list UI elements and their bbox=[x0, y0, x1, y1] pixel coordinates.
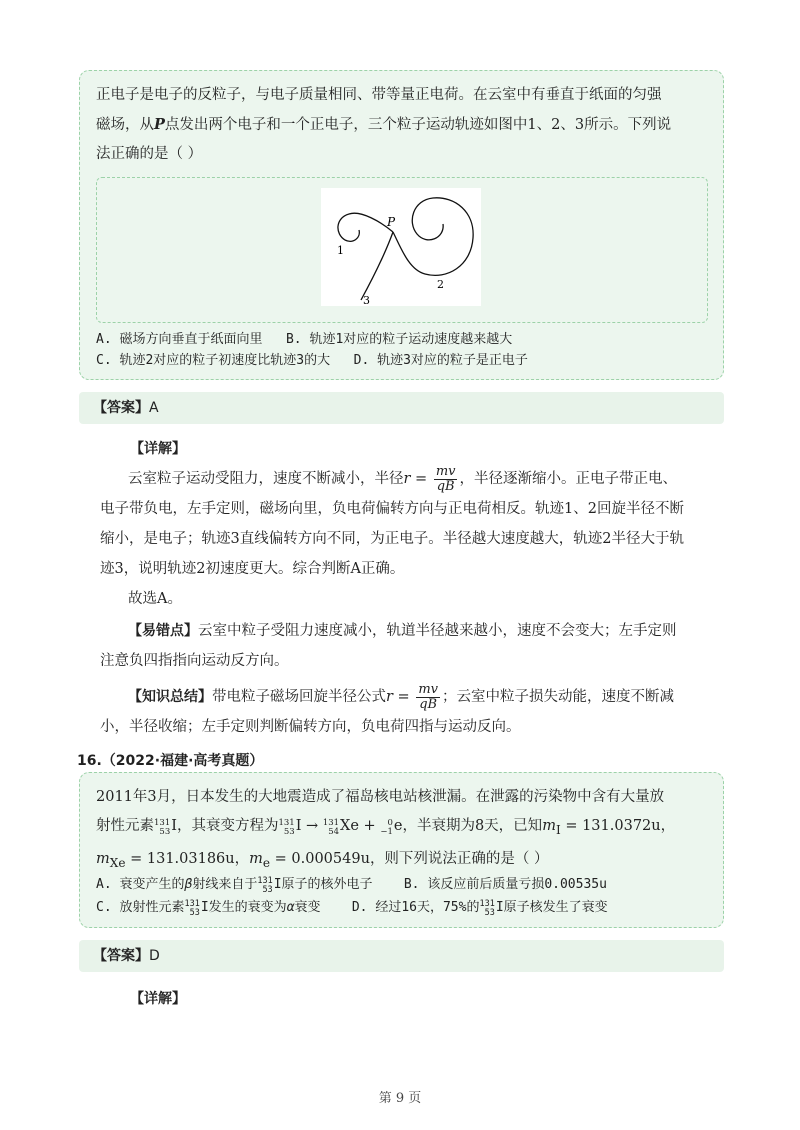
q15-detail-line-1: 云室粒子运动受阻力，速度不断减小，半径r = $\frac{mv}{qB}$ ，半径逐渐缩小。正电子带正电、 bbox=[128, 463, 677, 494]
q15-detail-heading: 【详解】 bbox=[130, 441, 186, 457]
q16-answer-tag: 【答案】 bbox=[93, 948, 149, 964]
q16-option-a: A. 衰变产生的β射线来自于 131 53 I原子的核外电子 bbox=[96, 876, 373, 895]
question-15-box bbox=[79, 70, 724, 380]
q15-option-d: D. 轨迹3对应的粒子是正电子 bbox=[353, 353, 528, 368]
page-number: 第 9 页 bbox=[378, 1091, 422, 1106]
q15-detail-conclusion: 故选A。 bbox=[128, 591, 182, 607]
q15-option-a: A. 磁场方向垂直于纸面向里 bbox=[96, 332, 263, 347]
q16-option-d: D. 经过16天，75%的 131 53 I原子核发生了衰变 bbox=[351, 899, 608, 918]
q15-options-row-1 bbox=[96, 329, 713, 350]
label-track-3: 3 bbox=[363, 294, 370, 306]
q16-line-3: $m_{Xe} = 131.03186u$，$m_e = 0.000549u$，则下列说法正确的是（ ） bbox=[96, 850, 549, 870]
q16-options bbox=[96, 873, 713, 919]
q16-option-b: B. 该反应前后质量亏损0.00535u bbox=[403, 877, 607, 892]
q15-detail bbox=[100, 434, 724, 742]
q16-answer-value: D bbox=[149, 948, 160, 964]
q15-option-b: B. 轨迹1对应的粒子运动速度越来越大 bbox=[285, 332, 513, 347]
track-3 bbox=[361, 232, 393, 300]
q15-answer-tag: 【答案】 bbox=[93, 400, 149, 416]
q15-error-point-line-1: 【易错点】云室中粒子受阻力速度减小，轨道半径越来越小，速度不会变大；左手定则 bbox=[128, 623, 677, 639]
track-1 bbox=[338, 213, 393, 241]
particle-track-figure bbox=[321, 188, 481, 306]
q15-options bbox=[96, 329, 713, 371]
track-2 bbox=[393, 198, 473, 276]
q15-detail-line-2: 电子带负电，左手定则，磁场向里，负电荷偏转方向与正电荷相反。轨迹1、2回旋半径不断 bbox=[100, 501, 684, 517]
q16-options-row-2 bbox=[96, 896, 713, 919]
q16-line-1: 2011年3月，日本发生的大地震造成了福岛核电站核泄漏。在泄露的污染物中含有大量放 bbox=[96, 789, 665, 805]
q15-options-row-2 bbox=[96, 350, 713, 371]
q15-line-1: 正电子是电子的反粒子，与电子质量相同、带等量正电荷。在云室中有垂直于纸面的匀强 bbox=[96, 87, 662, 103]
radius-formula-2: $\frac{mv}{qB}$ bbox=[418, 681, 438, 712]
q15-error-point-line-2: 注意负四指指向运动反方向。 bbox=[100, 653, 289, 669]
radius-formula: $\frac{mv}{qB}$ bbox=[435, 463, 456, 494]
q16-detail-heading: 【详解】 bbox=[130, 991, 186, 1007]
label-track-2: 2 bbox=[437, 278, 444, 291]
q15-line-2: 磁场，从P点发出两个电子和一个正电子，三个粒子运动轨迹如图中1、2、3所示。下列说 bbox=[96, 116, 672, 133]
q15-detail-line-3: 缩小，是电子；轨迹3直线偏转方向不同，为正电子。半径越大速度越大，轨迹2半径大于轨 bbox=[100, 531, 684, 547]
q15-summary-line-1: 【知识总结】带电粒子磁场回旋半径公式r = $\frac{mv}{qB}$ ；云室中粒子损失动能，速度不断减 bbox=[128, 681, 674, 712]
q16-answer-bar bbox=[79, 940, 724, 972]
label-p: P bbox=[387, 215, 396, 229]
q16-number: 16.（2022·福建·高考真题） bbox=[77, 753, 264, 769]
q16-detail bbox=[120, 984, 724, 1014]
q15-line-3: 法正确的是（ ） bbox=[96, 146, 203, 162]
q15-answer-bar bbox=[79, 392, 724, 424]
q16-option-c: C. 放射性元素 131 53 I发生的衰变为α衰变 bbox=[96, 899, 321, 918]
question-16-box bbox=[79, 772, 724, 928]
question-15-stem bbox=[96, 81, 709, 169]
label-track-1: 1 bbox=[337, 244, 344, 257]
q15-option-c: C. 轨迹2对应的粒子初速度比轨迹3的大 bbox=[96, 353, 331, 368]
q16-options-row-1 bbox=[96, 873, 713, 896]
q15-detail-line-4: 迹3，说明轨迹2初速度更大。综合判断A正确。 bbox=[100, 561, 405, 577]
q15-answer-value: A bbox=[149, 400, 159, 416]
figure-frame bbox=[96, 177, 708, 323]
q16-line-2: 射性元素 131 53 I，其衰变方程为 131 53 I → 131 54 Xe + 0 −1 e，半衰期为8天，已知$m_I = 131.0372u$， bbox=[96, 818, 676, 837]
question-16-stem bbox=[96, 783, 709, 878]
q15-summary-line-2: 小，半径收缩；左手定则判断偏转方向，负电荷四指与运动反向。 bbox=[100, 719, 521, 735]
